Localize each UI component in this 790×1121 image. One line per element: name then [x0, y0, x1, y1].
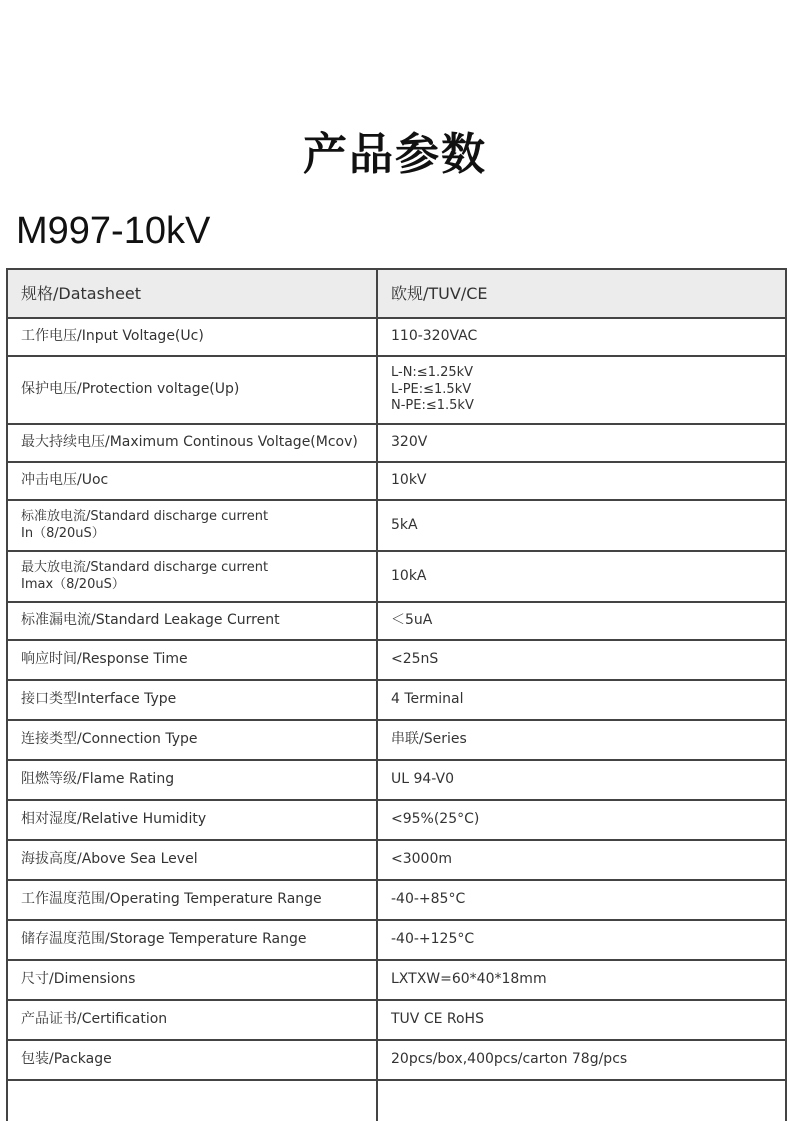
row-value: <25nS: [391, 651, 439, 668]
table-row: [8, 801, 785, 841]
row-label: 尺寸/Dimensions: [8, 961, 378, 999]
table-row: [8, 881, 785, 921]
table-row: [8, 603, 785, 641]
row-label: 储存温度范围/Storage Temperature Range: [8, 921, 378, 959]
table-row: [8, 425, 785, 463]
spec-table: [6, 268, 787, 1121]
model-name: M997-10kV: [16, 210, 211, 252]
label-line: 标准放电流/Standard discharge current: [21, 509, 269, 525]
table-row: [8, 721, 785, 761]
row-label: 冲击电压/Uoc: [8, 463, 378, 499]
table-header-row: [8, 270, 785, 319]
value-line: N-PE:≤1.5kV: [391, 398, 474, 414]
table-row: [8, 761, 785, 801]
row-label: 相对湿度/Relative Humidity: [8, 801, 378, 839]
row-value: 110-320VAC: [391, 328, 478, 345]
row-value: 320V: [391, 434, 428, 451]
row-value: 串联/Series: [391, 731, 467, 748]
row-value: ＜5uA: [391, 612, 433, 629]
row-value: LXTXW=60*40*18mm: [391, 971, 547, 988]
row-label: [8, 552, 378, 601]
row-value: TUV CE RoHS: [391, 1011, 484, 1028]
page-title: 产品参数: [303, 129, 487, 180]
row-label: 接口类型Interface Type: [8, 681, 378, 719]
row-label: 阻燃等级/Flame Rating: [8, 761, 378, 799]
table-row: [8, 921, 785, 961]
row-label: 保护电压/Protection voltage(Up): [8, 357, 378, 423]
table-row: [8, 357, 785, 425]
row-label: 响应时间/Response Time: [8, 641, 378, 679]
row-value: UL 94-V0: [391, 771, 455, 788]
value-line: L-PE:≤1.5kV: [391, 381, 472, 397]
table-row: [8, 1081, 785, 1121]
header-spec: 规格/Datasheet: [8, 270, 378, 317]
row-label: 最大持续电压/Maximum Continous Voltage(Mcov): [8, 425, 378, 461]
table-row: [8, 463, 785, 501]
table-row: [8, 681, 785, 721]
value-line: L-N:≤1.25kV: [391, 364, 474, 380]
header-standard: 欧规/TUV/CE: [391, 283, 488, 303]
row-value: -40-+85°C: [391, 891, 466, 908]
row-value: <95%(25°C): [391, 811, 480, 828]
row-value: -40-+125°C: [391, 931, 475, 948]
row-value: 5kA: [391, 516, 418, 533]
table-row: [8, 501, 785, 552]
row-label: 包装/Package: [8, 1041, 378, 1079]
row-label: 海拔高度/Above Sea Level: [8, 841, 378, 879]
table-row: [8, 319, 785, 357]
table-row: [8, 641, 785, 681]
row-label: 工作温度范围/Operating Temperature Range: [8, 881, 378, 919]
label-line: Imax（8/20uS）: [21, 576, 125, 592]
row-label: [8, 1081, 378, 1121]
row-value: [378, 357, 785, 423]
table-row: [8, 1041, 785, 1081]
label-line: In（8/20uS）: [21, 525, 105, 541]
label-line: 最大放电流/Standard discharge current: [21, 560, 269, 576]
row-label: 连接类型/Connection Type: [8, 721, 378, 759]
row-label: 产品证书/Certification: [8, 1001, 378, 1039]
row-value: 10kV: [391, 472, 427, 489]
row-value: 4 Terminal: [391, 691, 464, 708]
row-label: 工作电压/Input Voltage(Uc): [8, 319, 378, 355]
table-row: [8, 961, 785, 1001]
table-row: [8, 552, 785, 603]
row-value: 10kA: [391, 567, 427, 584]
row-value: 20pcs/box,400pcs/carton 78g/pcs: [391, 1051, 628, 1068]
table-row: [8, 1001, 785, 1041]
row-label: 标准漏电流/Standard Leakage Current: [8, 603, 378, 639]
row-label: [8, 501, 378, 550]
table-row: [8, 841, 785, 881]
row-value: <3000m: [391, 851, 452, 868]
row-value: [378, 1081, 785, 1121]
